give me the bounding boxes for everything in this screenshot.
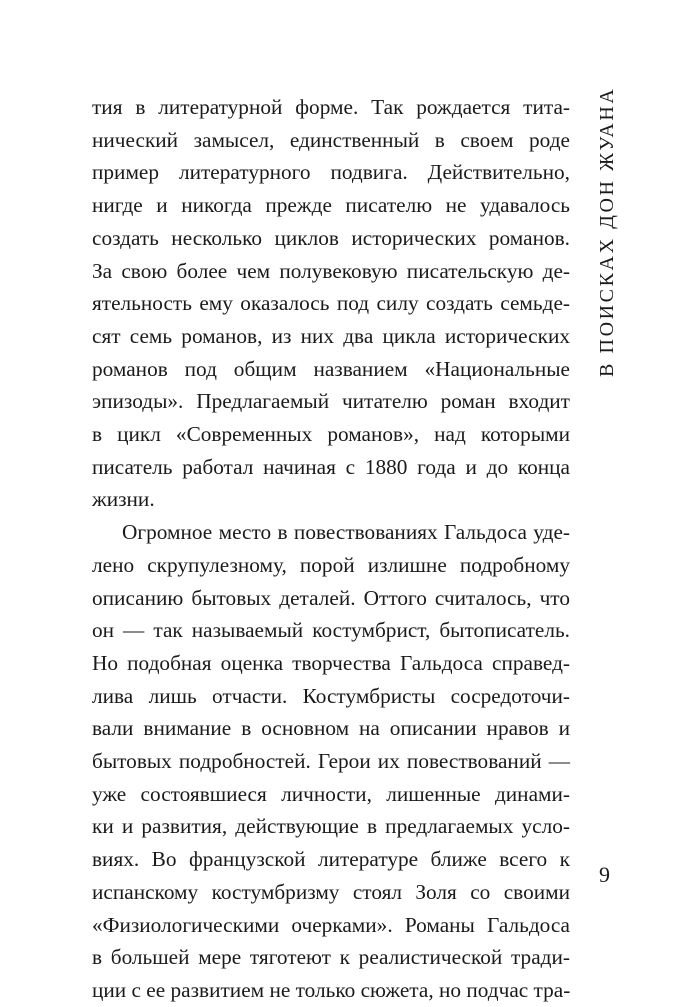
text-line: уже состоявшиеся личности, лишенные динами-	[92, 781, 570, 806]
text-line: За свою более чем полувековую писательскую де-	[92, 258, 570, 283]
text-line: создать несколько циклов исторических романов.	[92, 225, 570, 250]
text-line: нигде и никогда прежде писателю не удавалось	[92, 193, 570, 218]
text-line: пример литературного подвига. Действительно,	[92, 160, 570, 185]
text-line: Но подобная оценка творчества Гальдоса справед-	[92, 650, 570, 675]
text-line: писатель работал начиная с 1880 года и до конца	[92, 454, 570, 479]
paragraph-2	[92, 516, 570, 1007]
text-line: нический замысел, единственный в своем роде	[92, 127, 570, 152]
text-line: испанскому костумбризму стоял Золя со своими	[92, 879, 570, 904]
text-line: «Физиологическими очерками». Романы Гальдоса	[92, 912, 570, 937]
text-line: бытовых подробностей. Герои их повествований —	[92, 749, 570, 774]
text-line: жизни.	[92, 487, 155, 512]
paragraph-1	[92, 91, 570, 516]
text-line: Огромное место в повествованиях Гальдоса уде-	[122, 520, 570, 545]
text-line: он — так называемый костумбрист, бытописатель.	[92, 618, 570, 643]
text-line: описанию бытовых деталей. Оттого считалось, что	[92, 585, 570, 610]
text-line: ции с ее развитием не только сюжета, но подчас тра-	[92, 977, 571, 1002]
text-line: ки и развития, действующие в предлагаемых усло-	[92, 814, 570, 839]
text-line: лено скрупулезному, порой излишне подробному	[92, 552, 570, 577]
text-line: лива лишь отчасти. Костумбристы сосредоточи-	[92, 683, 570, 708]
text-line: в цикл «Современных романов», над которыми	[92, 422, 570, 447]
text-line: ятельность ему оказалось под силу создать семьде-	[92, 291, 570, 316]
text-line: виях. Во французской литературе ближе всего к	[92, 847, 570, 872]
body-text	[92, 91, 570, 1007]
text-line: романов под общим названием «Национальные	[92, 356, 570, 381]
running-head: В ПОИСКАХ ДОН ЖУАНА	[596, 86, 618, 377]
text-line: сят семь романов, из них два цикла исторических	[92, 323, 570, 348]
text-line: эпизоды». Предлагаемый читателю роман входит	[92, 389, 570, 414]
text-line: тия в литературной форме. Так рождается тита-	[92, 95, 570, 119]
page-number: 9	[599, 862, 610, 887]
text-line: вали внимание в основном на описании нравов и	[92, 716, 570, 741]
text-line: в большей мере тяготеют к реалистической тради-	[92, 945, 570, 970]
